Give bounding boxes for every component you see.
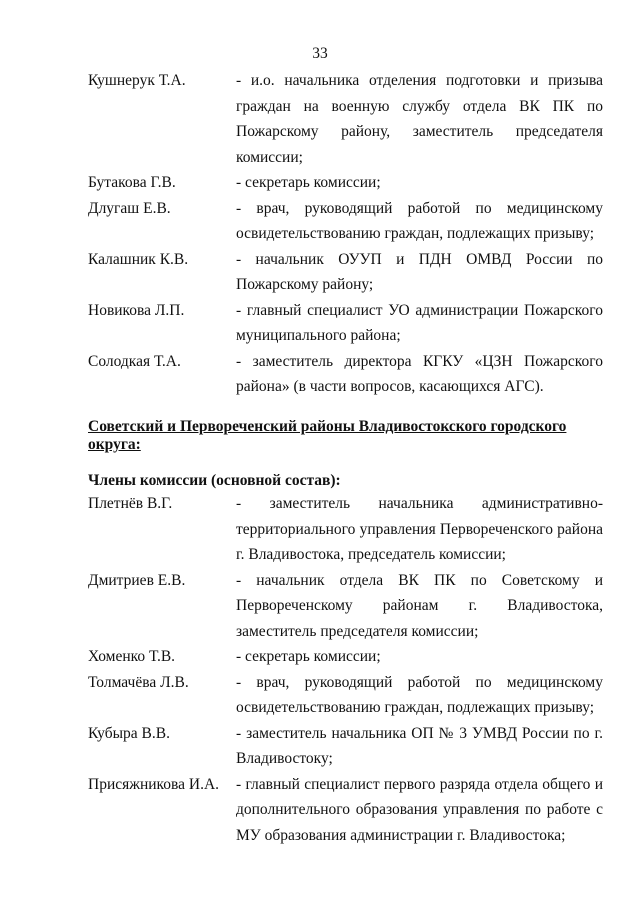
member-role: - и.о. начальника отделения подготовки и призыва граждан на военную службу отдела ВК ПК по Пожарскому району, заместитель председателя комиссии; — [236, 72, 603, 166]
member-role: - главный специалист УО администрации Пожарского муниципального района; — [236, 301, 603, 344]
member-name: Солодкая Т.А. — [88, 352, 181, 370]
member-name: Присяжникова И.А. — [88, 775, 220, 793]
member-role: - заместитель начальника административно-территориального управления Первореченского района г. Владивостока, председатель комиссии; — [236, 495, 603, 563]
member-entry — [88, 772, 603, 849]
member-name: Толмачёва Л.В. — [88, 673, 189, 691]
member-entry — [88, 644, 603, 670]
section-heading: Советский и Первореченский районы Владивостокского городского округа: — [88, 418, 567, 453]
member-name: Калашник К.В. — [88, 250, 189, 268]
member-name: Новикова Л.П. — [88, 301, 185, 319]
member-name: Бутакова Г.В. — [88, 174, 176, 191]
member-name: Дмитриев Е.В. — [88, 571, 186, 589]
member-entry — [88, 491, 603, 568]
member-role: - заместитель директора КГКУ «ЦЗН Пожарского района» (в части вопросов, касающихся АГС). — [236, 352, 603, 395]
member-entry — [88, 298, 603, 349]
member-entry — [88, 247, 603, 298]
member-entry — [88, 721, 603, 772]
member-entry — [88, 196, 603, 247]
member-role: - секретарь комиссии; — [236, 174, 381, 191]
member-role: - врач, руководящий работой по медицинскому освидетельствованию граждан, подлежащих призыву; — [236, 673, 603, 716]
member-entry — [88, 568, 603, 645]
member-name: Хоменко Т.В. — [88, 648, 176, 665]
member-role: - секретарь комиссии; — [236, 648, 381, 665]
member-entry — [88, 349, 603, 400]
member-role: - врач, руководящий работой по медицинскому освидетельствованию граждан, подлежащих призыву; — [236, 199, 603, 242]
member-entry — [88, 170, 603, 196]
member-role: - начальник ОУУП и ПДН ОМВД России по Пожарскому району; — [236, 250, 603, 293]
page-number: 33 — [312, 45, 328, 62]
member-name: Плетнёв В.Г. — [88, 495, 173, 512]
member-role: - главный специалист первого разряда отдела общего и дополнительного образования управления по работе с МУ образования администрации г. Владивостока; — [236, 775, 603, 844]
member-entry — [88, 670, 603, 721]
member-role: - начальник отдела ВК ПК по Советскому и Первореченскому районам г. Владивостока, заместитель председателя комиссии; — [236, 571, 603, 640]
member-entry — [88, 68, 603, 170]
member-role: - заместитель начальника ОП № 3 УМВД России по г. Владивостоку; — [236, 724, 603, 767]
member-name: Длугаш Е.В. — [88, 199, 171, 217]
members-subheading: Члены комиссии (основной состав): — [88, 472, 341, 489]
commission-members-list — [88, 68, 603, 400]
member-name: Кушнерук Т.А. — [88, 72, 186, 89]
member-name: Кубыра В.В. — [88, 724, 170, 742]
commission-members-list — [88, 491, 603, 848]
